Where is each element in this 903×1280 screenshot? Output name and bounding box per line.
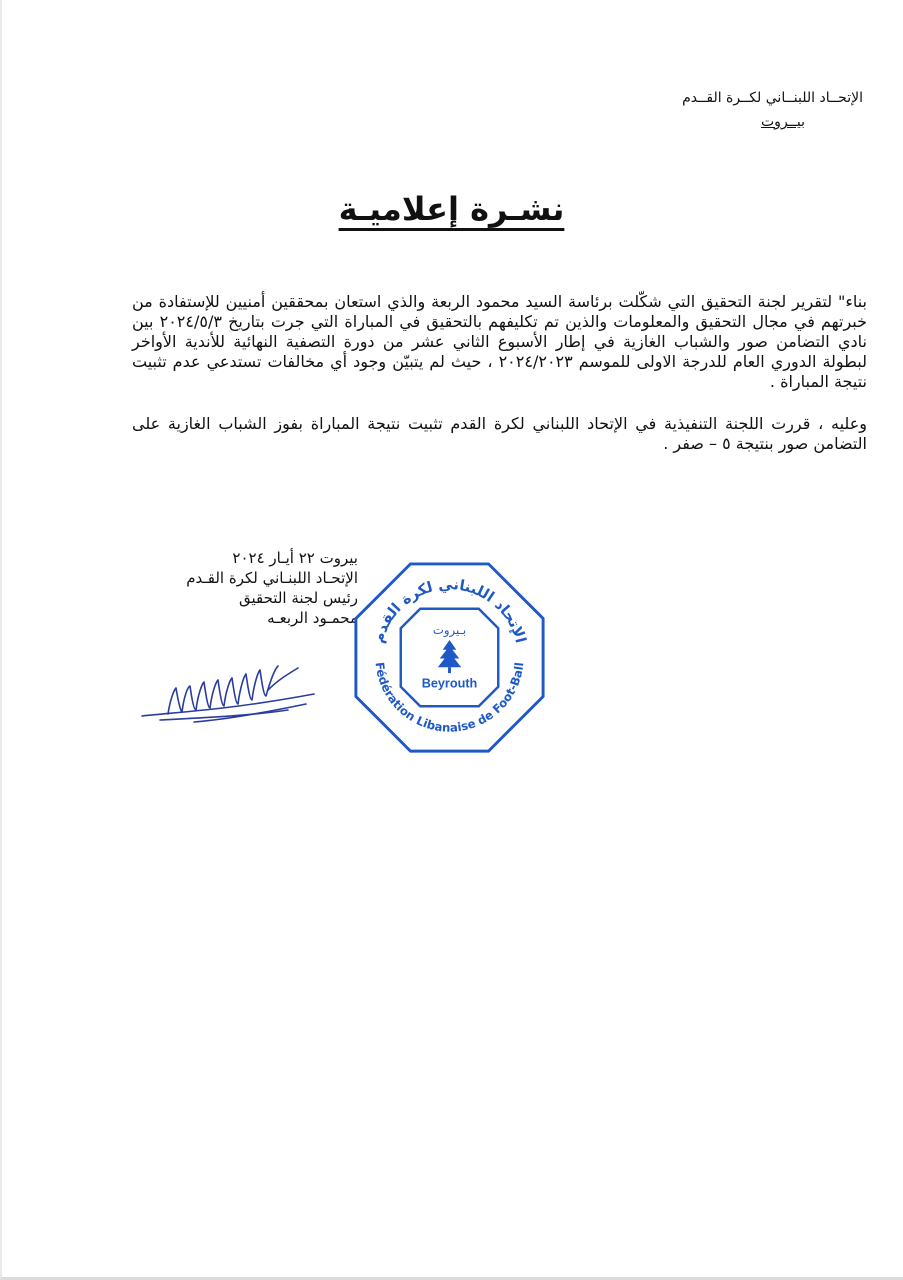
letterhead-organization: الإتحــاد اللبنــاني لكــرة القــدم — [682, 90, 863, 106]
document-title-text: نشـرة إعلاميـة — [338, 190, 565, 228]
document-body — [132, 292, 867, 454]
federation-stamp — [352, 560, 547, 755]
letterhead-city: بيــروت — [761, 114, 805, 130]
signature-name: محمـود الربعـه — [267, 609, 358, 627]
signature-block — [140, 548, 358, 628]
handwritten-signature — [138, 660, 318, 730]
stamp-arabic-ring: الإتحاد اللبناني لكرة القدم — [369, 575, 530, 645]
stamp-arabic-city: بـيروت — [432, 623, 467, 638]
signature-organization: الإتحـاد اللبنـاني لكرة القـدم — [186, 569, 358, 587]
document-title — [0, 190, 903, 228]
stamp-latin-city: Beyrouth — [421, 676, 478, 691]
stamp-french-ring: Fédération Libanaise de Foot-Ball — [372, 661, 527, 735]
body-paragraph-2: وعليه ، قررت اللجنة التنفيذية في الإتحاد اللبناني لكرة القدم تثبيت نتيجة المباراة بفوز الشباب الغازية على التضامن صور بنتيجة ٥ – صفر . — [132, 414, 867, 453]
letterhead — [543, 86, 863, 134]
cedar-tree-icon — [438, 640, 461, 673]
signature-date: بيروت ٢٢ أيـار ٢٠٢٤ — [232, 549, 358, 567]
signature-role: رئيس لجنة التحقيق — [239, 589, 358, 607]
body-paragraph-1: بناء" لتقرير لجنة التحقيق التي شكّلت برئاسة السيد محمود الربعة والذي استعان بمحققين أمنيين للإستفادة من خبرتهم في مجال التحقيق والمعلومات والذين تم تكليفهم بالتحقيق في المباراة التي جرت بتاريخ ٢٠٢٤/٥/٣ بين نادي التضامن صور والشباب الغازية في إطار الأسبوع الثاني عشر من دورة التصفية النهائية للأندية الأواخر لبطولة الدوري العام للدرجة الاولى للموسم ٢٠٢٤/٢٠٢٣ ، حيث لم يتبيّن وجود أي مخالفات تستدعي عدم تثبيت نتيجة المباراة . — [132, 292, 868, 391]
